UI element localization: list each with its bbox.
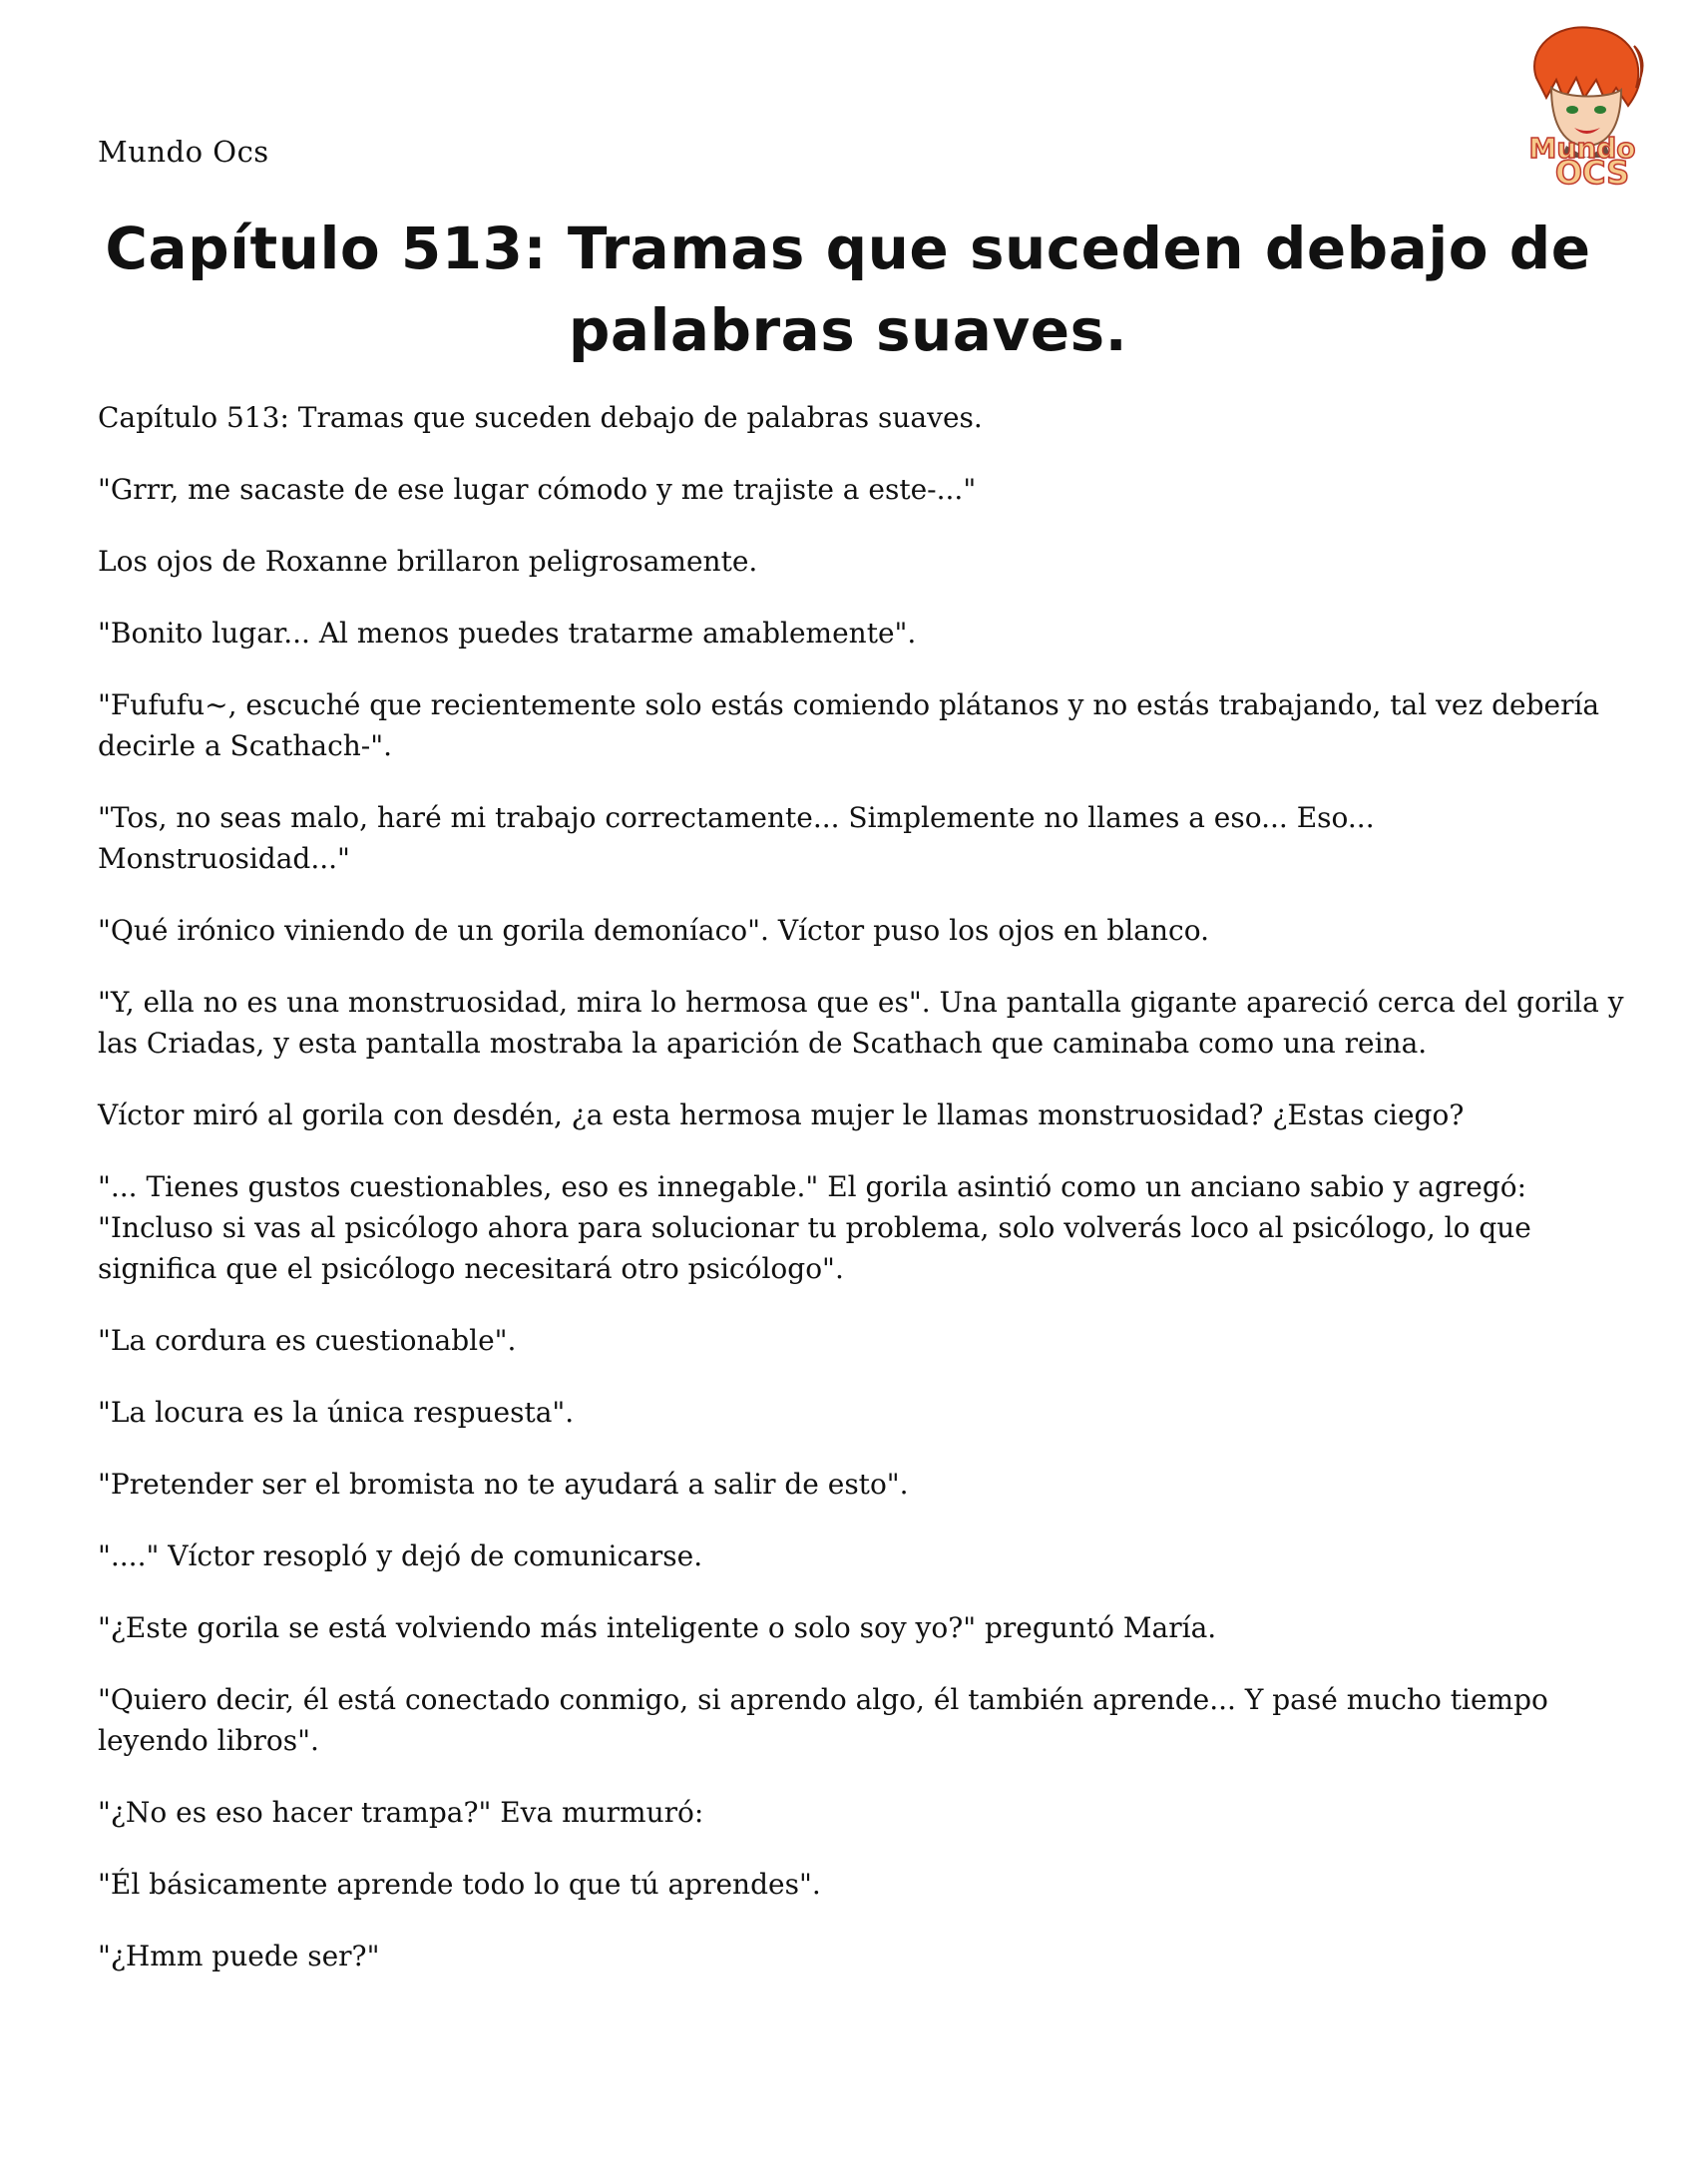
paragraph: Capítulo 513: Tramas que suceden debajo de palabras suaves.: [98, 401, 983, 434]
paragraph: "Quiero decir, él está conectado conmigo, si aprendo algo, él también aprende... Y pasé mucho tiempo leyendo libros".: [98, 1683, 1548, 1757]
paragraph: "Bonito lugar... Al menos puedes tratarme amablemente".: [98, 617, 917, 650]
mundo-ocs-logo-icon: [1496, 18, 1668, 190]
paragraph: "Grrr, me sacaste de ese lugar cómodo y me trajiste a este-...": [98, 473, 977, 506]
svg-text:OCS: OCS: [1554, 154, 1630, 190]
paragraph: "La locura es la única respuesta".: [98, 1396, 575, 1429]
paragraph: Víctor miró al gorila con desdén, ¿a esta hermosa mujer le llamas monstruosidad? ¿Estas ciego?: [98, 1098, 1465, 1131]
svg-text:Mundo: Mundo: [1528, 132, 1636, 165]
chapter-title: Capítulo 513: Tramas que suceden debajo de palabras suaves.: [105, 215, 1591, 364]
paragraph: "Él básicamente aprende todo lo que tú aprendes".: [98, 1868, 821, 1901]
paragraph: "Pretender ser el bromista no te ayudará a salir de esto".: [98, 1468, 909, 1501]
paragraph: "La cordura es cuestionable".: [98, 1324, 517, 1357]
paragraph: "¿Este gorila se está volviendo más inteligente o solo soy yo?" preguntó María.: [98, 1611, 1217, 1644]
paragraph: "¿Hmm puede ser?": [98, 1940, 380, 1972]
paragraph: Los ojos de Roxanne brillaron peligrosamente.: [98, 545, 758, 578]
paragraph: "...." Víctor resopló y dejó de comunicarse.: [98, 1539, 703, 1572]
paragraph: "Qué irónico viniendo de un gorila demoníaco". Víctor puso los ojos en blanco.: [98, 914, 1209, 947]
paragraph: "Y, ella no es una monstruosidad, mira lo hermosa que es". Una pantalla gigante apareció cerca del gorila y las Criadas, y esta pantalla mostraba la aparición de Scathach que caminaba como una reina.: [98, 986, 1624, 1060]
paragraph: "¿No es eso hacer trampa?" Eva murmuró:: [98, 1796, 704, 1829]
site-name: Mundo Ocs: [98, 135, 269, 169]
paragraph: "Tos, no seas malo, haré mi trabajo correctamente... Simplemente no llames a eso... Eso... Monstruosidad...": [98, 801, 1375, 875]
paragraph: "Fufufu~, escuché que recientemente solo estás comiendo plátanos y no estás trabajando, tal vez debería decirle a Scathach-".: [98, 688, 1600, 762]
chapter-body: [98, 397, 1634, 2007]
paragraph: "... Tienes gustos cuestionables, eso es innegable." El gorila asintió como un anciano sabio y agregó: "Incluso si vas al psicólogo ahora para solucionar tu problema, solo volverás loco al psicólogo, lo que significa que el psicólogo necesitará otro psicólogo".: [98, 1170, 1531, 1285]
